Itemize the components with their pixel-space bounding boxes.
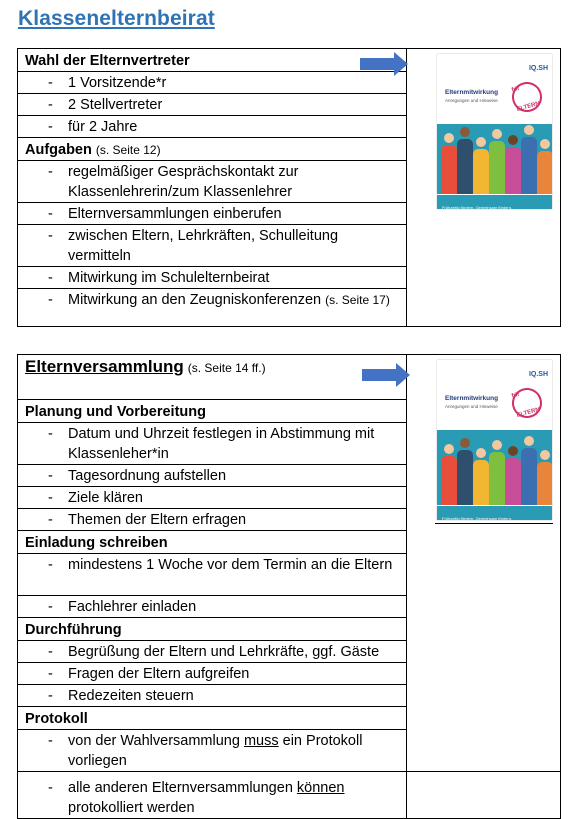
page-title: Klassenelternbeirat xyxy=(18,7,215,30)
list-item: - Fragen der Eltern aufgreifen xyxy=(48,666,250,682)
list-item: - Themen der Eltern erfragen xyxy=(48,512,247,528)
table-klassenelternbeirat xyxy=(17,48,561,327)
heading-aufgaben: Aufgaben xyxy=(25,142,92,158)
list-item: - alle anderen Elternversammlungen können protokolliert werden xyxy=(48,780,345,816)
brochure-footer: Frühzeitig fördern. Gemeinsam fördern. xyxy=(442,205,513,210)
list-item: - Tagesordnung aufstellen xyxy=(48,468,227,484)
brochure-footer: Frühzeitig fördern. Gemeinsam fördern. xyxy=(442,516,513,521)
cell-heading-aufgaben xyxy=(18,138,407,161)
elternversammlung-page-ref: (s. Seite 14 ff.) xyxy=(187,361,266,375)
list-item: - Ziele klären xyxy=(48,490,143,506)
list-item: - 2 Stellvertreter xyxy=(48,97,163,113)
brochure-underline xyxy=(435,523,553,524)
arrow-right-icon xyxy=(362,363,410,387)
brochure-illustration xyxy=(437,430,552,506)
heading-durchfuehrung: Durchführung xyxy=(25,622,122,638)
brochure-title: Elternmitwirkung xyxy=(445,89,499,96)
brochure-illustration xyxy=(437,124,552,195)
list-item: - zwischen Eltern, Lehrkräften, Schulleitung vermitteln xyxy=(48,228,339,264)
cell-elternversammlung-title xyxy=(18,355,407,400)
brochure-logo: IQ.SH xyxy=(528,65,548,72)
list-item: - 1 Vorsitzende*r xyxy=(48,75,167,91)
list-item: - mindestens 1 Woche vor dem Termin an die Eltern xyxy=(48,557,393,573)
brochure-cell-1 xyxy=(407,49,561,327)
heading-wahl: Wahl der Elternvertreter xyxy=(25,53,190,69)
list-item: - für 2 Jahre xyxy=(48,119,138,135)
list-item: - Mitwirkung im Schulelternbeirat xyxy=(48,270,270,286)
heading-planung: Planung und Vorbereitung xyxy=(25,404,206,420)
brochure-title: Elternmitwirkung xyxy=(445,395,499,402)
zeugnis-page-ref: (s. Seite 17) xyxy=(325,293,390,307)
aufgaben-page-ref: (s. Seite 12) xyxy=(95,143,161,157)
list-item: - Redezeiten steuern xyxy=(48,688,194,704)
brochure-subtitle: Anregungen und Hinweise xyxy=(445,404,498,409)
emphasis-muss: muss xyxy=(243,733,279,749)
list-item: - Begrüßung der Eltern und Lehrkräfte, ggf. Gäste xyxy=(48,644,380,660)
list-item: - von der Wahlversammlung muss ein Protokoll vorliegen xyxy=(48,733,363,769)
table-elternversammlung xyxy=(17,354,561,819)
brochure-cover-1 xyxy=(437,54,552,209)
brochure-stamp: für ELTERN xyxy=(509,79,546,116)
section-title-elternversammlung: Elternversammlung xyxy=(25,357,184,376)
cell-heading-wahl xyxy=(18,49,407,72)
list-item: - Elternversammlungen einberufen xyxy=(48,206,282,222)
brochure-stamp: für ELTERN xyxy=(509,385,546,422)
list-item: - Fachlehrer einladen xyxy=(48,599,197,615)
heading-protokoll: Protokoll xyxy=(25,711,88,727)
brochure-cell-2 xyxy=(407,355,561,772)
list-item: - Datum und Uhrzeit festlegen in Abstimmung mit Klassenleher*in xyxy=(48,426,375,462)
list-item: - regelmäßiger Gesprächskontakt zur Klassenlehrerin/zum Klassenlehrer xyxy=(48,164,299,200)
emphasis-koennen: können xyxy=(296,780,345,796)
empty-cell xyxy=(407,772,561,819)
arrow-right-icon xyxy=(360,52,408,76)
brochure-subtitle: Anregungen und Hinweise xyxy=(445,98,498,103)
brochure-logo: IQ.SH xyxy=(528,371,548,378)
brochure-cover-2 xyxy=(437,360,552,520)
list-item: - Mitwirkung an den Zeugniskonferenzen (s. Seite 17) xyxy=(48,292,390,308)
heading-einladung: Einladung schreiben xyxy=(25,535,168,551)
